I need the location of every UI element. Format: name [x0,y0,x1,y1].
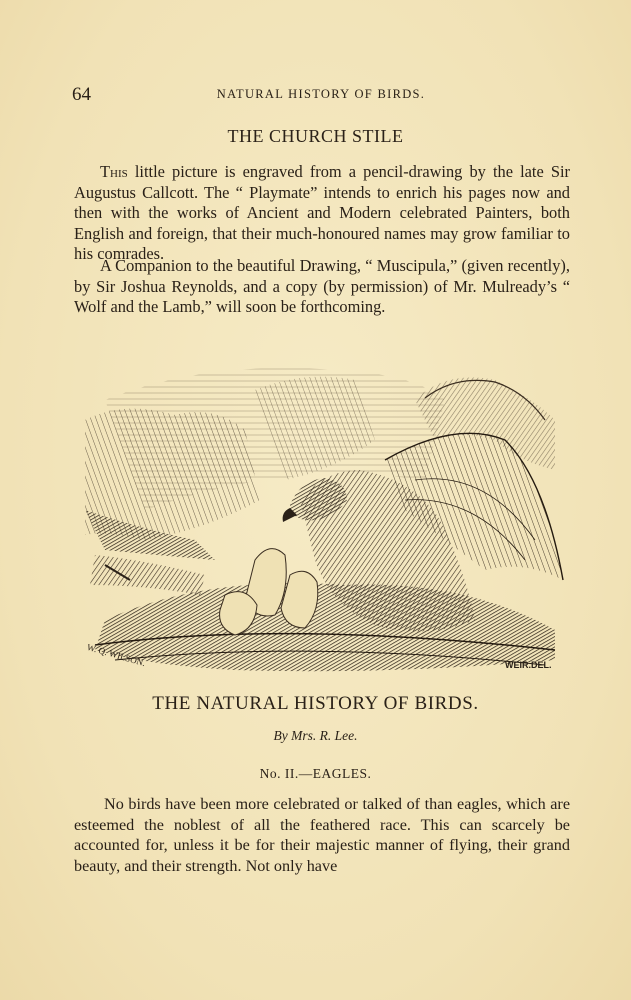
running-head [72,84,570,104]
paragraph-lead-word: This [100,162,128,181]
section-title: THE CHURCH STILE [227,126,404,146]
page-number: 64 [72,84,91,105]
article-number: No. II.—EAGLES. [259,766,372,781]
article-paragraph: No birds have been more celebrated or talked of than eagles, which are esteemed the noblest of all the feathered race. This can scarcely be accounted for, unless it be for their majestic manner of flying, their grand beauty, and their strength. Not only have [74,795,570,875]
article-title: THE NATURAL HISTORY OF BIRDS. [152,693,479,714]
engraver-signature-left: W. Q. WILSON. [85,641,147,669]
engraver-signature-right: WEIR.DEL. [505,660,552,670]
article-byline: By Mrs. R. Lee. [273,728,358,743]
eagle-nest-engraving [85,360,567,680]
section-paragraph-1 [74,162,570,265]
section-paragraph-2: A Companion to the beautiful Drawing, “ Muscipula,” (given recently), by Sir Joshua Reynolds, and a copy (by permission) of Mr. Mulready’s “ Wolf and the Lamb,” will soon be forthcoming. [74,256,570,316]
running-head-title: NATURAL HISTORY OF BIRDS. [216,87,426,101]
paragraph-1-text: little picture is engraved from a pencil-drawing by the late Sir Augustus Callcott. The “ Playmate” intends to enrich his pages now and then with the works of Ancient and Modern celebrated Painters, both English and foreign, that their much-honoured names may grow familiar to his comrades. [74,162,570,263]
